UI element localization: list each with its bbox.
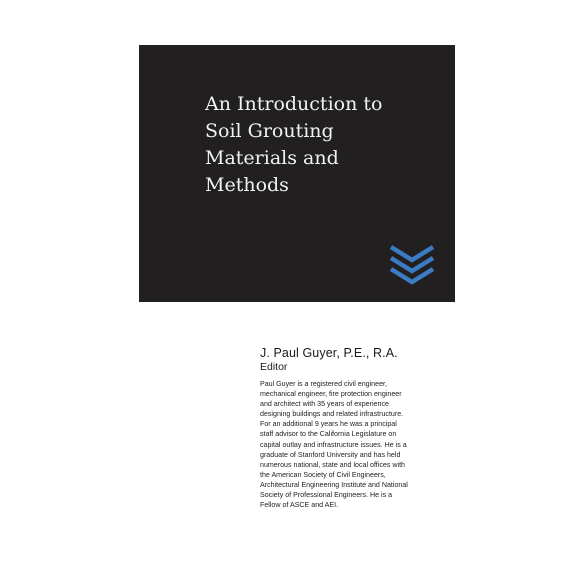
title-line: Materials and: [205, 147, 339, 169]
bio-line: Architectural Engineering Institute and National: [260, 480, 408, 489]
bio-line: designing buildings and related infrastructure.: [260, 410, 404, 419]
bio-line: graduate of Stanford University and has held: [260, 450, 401, 459]
bio-line: the American Society of Civil Engineers,: [260, 470, 386, 479]
author-bio: [260, 379, 450, 510]
bio-line: staff advisor to the California Legislature on: [260, 430, 397, 439]
author-block: [260, 346, 450, 374]
cover-panel: [139, 45, 455, 302]
bio-line: numerous national, state and local offices with: [260, 460, 405, 469]
title-line: Methods: [205, 174, 289, 196]
chevron-stroke-top: [391, 247, 433, 260]
bio-line: mechanical engineer, fire protection engineer: [260, 390, 402, 399]
bio-line: Fellow of ASCE and AEI.: [260, 501, 339, 510]
author-name: J. Paul Guyer, P.E., R.A.: [260, 346, 398, 360]
bio-line: For an additional 9 years he was a principal: [260, 420, 397, 429]
author-role: Editor: [260, 361, 288, 373]
title-line: An Introduction to: [205, 93, 383, 115]
bio-line: Paul Guyer is a registered civil engineer,: [260, 380, 387, 388]
bio-line: capital outlay and infrastructure issues. He is a: [260, 440, 407, 449]
bio-line: and architect with 35 years of experience: [260, 400, 389, 409]
chevron-down-triple-icon: [389, 245, 435, 287]
book-title: [205, 91, 445, 199]
bio-line: Society of Professional Engineers. He is a: [260, 491, 393, 500]
title-line: Soil Grouting: [205, 120, 334, 142]
